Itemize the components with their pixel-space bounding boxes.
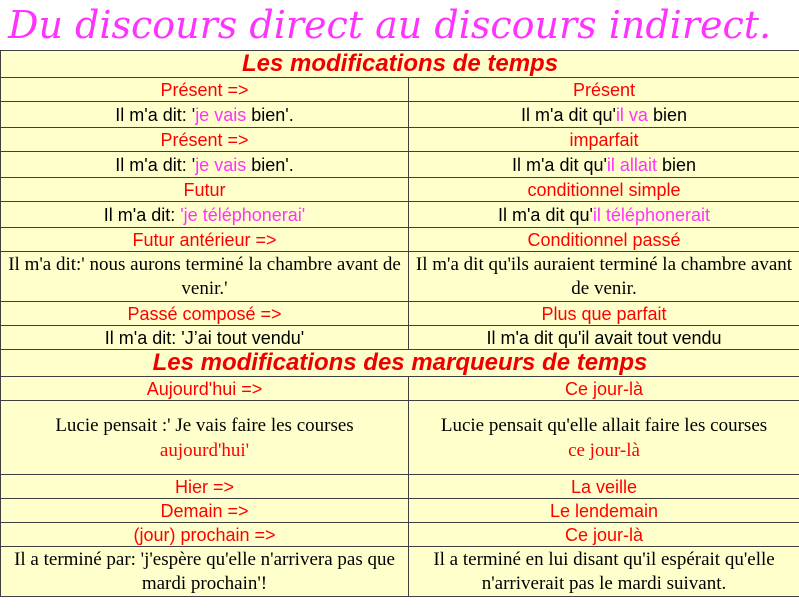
example-text: bien'. (246, 104, 294, 125)
example-right (409, 152, 799, 178)
example-right: Il a terminé en lui disant qu'il espérait qu'elle n'arriverait pas le mardi suivant. (409, 547, 799, 597)
rule-left: Présent => (1, 128, 409, 152)
example-left: Il m'a dit:' nous aurons terminé la chambre avant de venir.' (1, 252, 409, 302)
example-text: bien'. (246, 154, 294, 175)
table-row (1, 302, 799, 326)
highlight-text: 'je téléphonerai' (180, 204, 306, 225)
example-text: Il m'a dit: (103, 204, 181, 225)
example-left: Il m'a dit: 'J’ai tout vendu' (1, 326, 409, 350)
example-left (1, 102, 409, 128)
table-row (1, 228, 799, 252)
example-text: Il m'a dit qu' (521, 104, 616, 125)
example-left (1, 401, 409, 475)
example-text: bien (656, 154, 696, 175)
highlight-text: ce jour-là (568, 439, 640, 461)
rule-left: Hier => (1, 475, 409, 499)
example-right (409, 102, 799, 128)
table-row (1, 475, 799, 499)
example-text: Il m'a dit qu' (512, 154, 607, 175)
rule-right: Présent (409, 78, 799, 102)
highlight-text: je vais (195, 104, 247, 125)
rule-right: Plus que parfait (409, 302, 799, 326)
example-text: Lucie pensait qu'elle allait faire les courses (440, 414, 768, 436)
example-right (409, 401, 799, 475)
conversion-table (0, 50, 799, 597)
rule-left: Demain => (1, 499, 409, 523)
rule-right: Conditionnel passé (409, 228, 799, 252)
example-right: Il m'a dit qu'ils auraient terminé la chambre avant de venir. (409, 252, 799, 302)
section-row-temps (1, 51, 799, 78)
example-text: Il m'a dit qu' (498, 204, 593, 225)
rule-left: Aujourd'hui => (1, 377, 409, 401)
rule-right: conditionnel simple (409, 178, 799, 202)
example-right: Il m'a dit qu'il avait tout vendu (409, 326, 799, 350)
rule-left: (jour) prochain => (1, 523, 409, 547)
example-left (1, 152, 409, 178)
table-row (1, 102, 799, 128)
highlight-text: il allait (606, 154, 657, 175)
table-row (1, 128, 799, 152)
example-text: Il m'a dit: ' (115, 154, 196, 175)
section-row-marqueurs (1, 350, 799, 377)
table-row (1, 377, 799, 401)
rule-right: Le lendemain (409, 499, 799, 523)
table-row (1, 401, 799, 475)
highlight-text: il téléphonerait (592, 204, 711, 225)
example-text: bien (647, 104, 687, 125)
example-text: Lucie pensait :' Je vais faire les courses (55, 414, 354, 436)
example-left (1, 202, 409, 228)
table-row (1, 178, 799, 202)
table-row (1, 152, 799, 178)
highlight-text: je vais (195, 154, 247, 175)
table-row (1, 202, 799, 228)
rule-right: imparfait (409, 128, 799, 152)
table-row (1, 326, 799, 350)
section-heading-marqueurs: Les modifications des marqueurs de temps (1, 350, 799, 377)
rule-left: Futur antérieur => (1, 228, 409, 252)
table-row (1, 499, 799, 523)
rule-right: Ce jour-là (409, 523, 799, 547)
page-title: Du discours direct au discours indirect. (0, 0, 799, 50)
highlight-text: il va (615, 104, 648, 125)
table-row (1, 252, 799, 302)
highlight-text: aujourd'hui' (159, 439, 250, 461)
rule-right: La veille (409, 475, 799, 499)
rule-left: Passé composé => (1, 302, 409, 326)
rule-right: Ce jour-là (409, 377, 799, 401)
example-text: Il m'a dit: ' (115, 104, 196, 125)
example-left: Il a terminé par: 'j'espère qu'elle n'arrivera pas que mardi prochain'! (1, 547, 409, 597)
table-row (1, 547, 799, 597)
example-right (409, 202, 799, 228)
table-row (1, 523, 799, 547)
rule-left: Futur (1, 178, 409, 202)
rule-left: Présent => (1, 78, 409, 102)
section-heading-temps: Les modifications de temps (1, 51, 799, 78)
table-row (1, 78, 799, 102)
